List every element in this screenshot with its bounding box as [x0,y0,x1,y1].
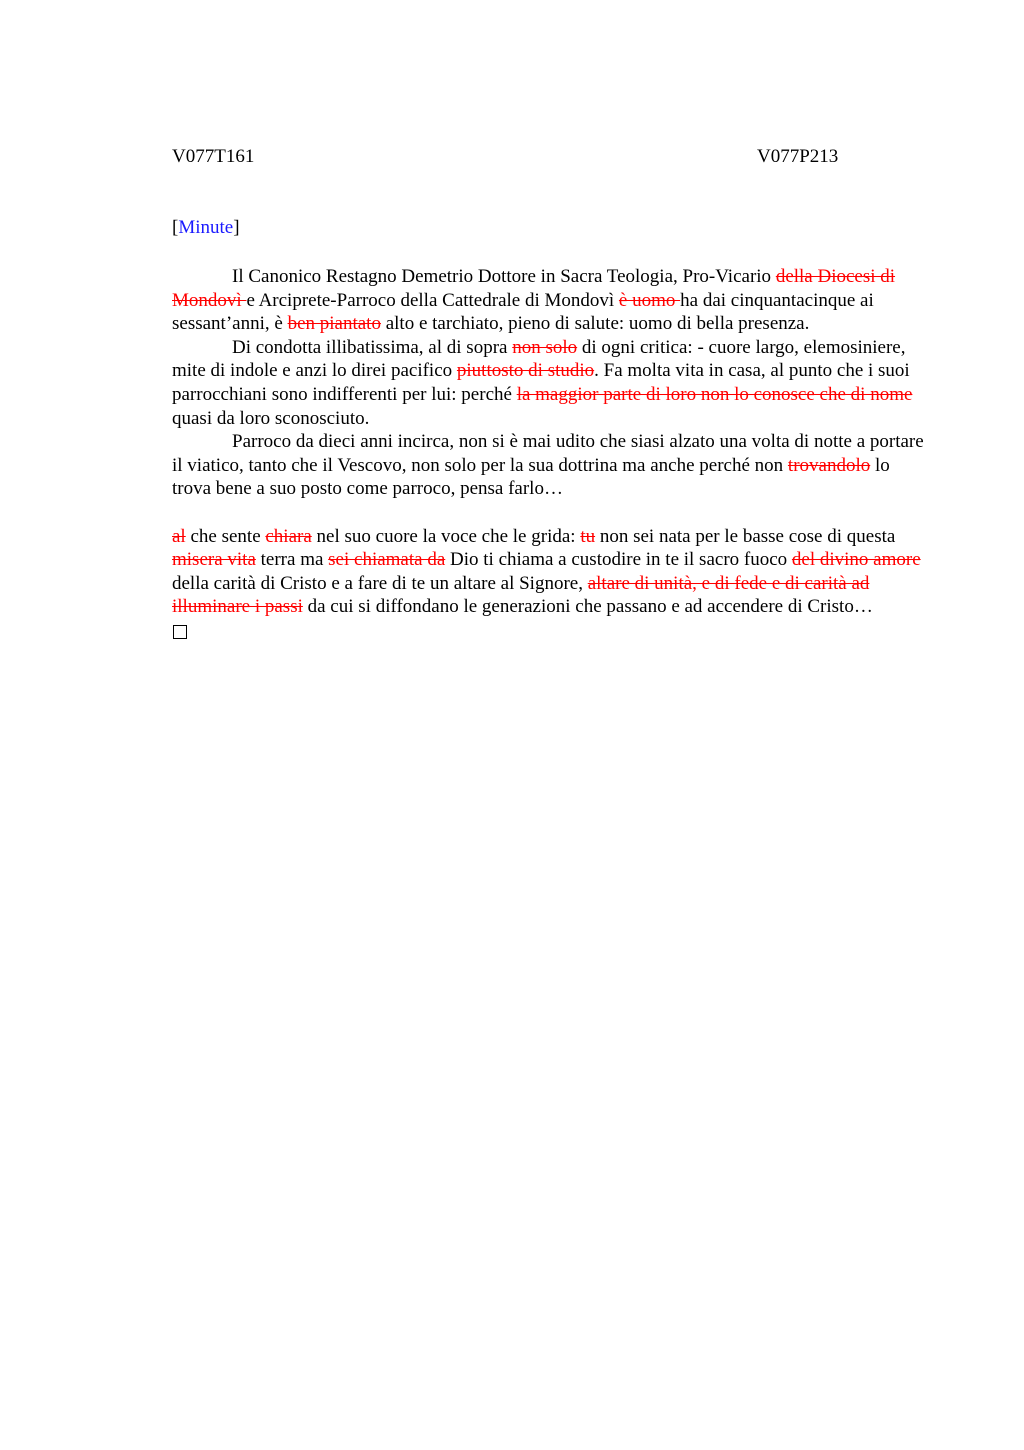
end-mark-line [172,619,924,643]
text-segment: non sei nata per le basse cose di questa [595,525,896,547]
deleted-text: è uomo [618,289,681,311]
deleted-text: del divino amore [791,549,921,571]
text-segment: Di condotta illibatissima, al di sopra [232,336,513,358]
text-segment: . Fa molta vita in casa, al punto che i suoi parrocchiani sono indifferenti per lui: perché [172,360,910,405]
text-segment: alto e tarchiato, pieno di salute: uomo di bella presenza. [380,313,810,335]
text-segment: Il Canonico Restagno Demetrio Dottore in Sacra Teologia, Pro-Vicario [232,266,776,287]
document-code-right: V077P213 [757,146,839,167]
deleted-text: sei chiamata da [328,549,446,571]
deleted-text: al [172,525,186,547]
minute-open-bracket: [ [172,217,179,238]
deleted-text: della Diocesi di Mondovì [172,266,896,311]
paragraph [172,265,924,336]
deleted-text: chiara [265,525,312,547]
minute-link[interactable]: Minute [178,217,234,238]
document-body [172,265,924,643]
deleted-text: la maggior parte di loro non lo conosce che di nome [516,383,913,405]
text-segment: nel suo cuore la voce che le grida: [311,525,581,547]
text-segment: della carità di Cristo e a fare di te un altare al Signore, [172,572,588,594]
paragraph [172,430,924,501]
text-segment: da cui si diffondano le generazioni che passano e ad accendere di Cristo… [302,596,873,618]
minute-close-bracket: ] [233,217,240,238]
deleted-text: ben piantato [287,313,381,335]
deleted-text: misera vita [172,549,256,571]
text-segment: quasi da loro sconosciuto. [172,407,370,429]
text-segment: e Arciprete-Parroco della Cattedrale di Mondovì [246,289,619,311]
deleted-text: tu [580,525,596,547]
deleted-text: non solo [512,336,578,358]
deleted-text: piuttosto di studio [456,360,595,382]
text-segment: ha dai cinquantacinque ai sessant’anni, è [172,289,874,335]
minute-label [172,217,240,239]
text-segment: terra ma [255,549,329,571]
text-segment: di ogni critica: - cuore largo, elemosiniere, mite di indole e anzi lo direi pacifico [172,336,906,382]
deleted-text: trovandolo [787,454,871,476]
document-code-left: V077T161 [172,146,255,167]
text-segment: che sente [185,525,266,547]
text-segment: Dio ti chiama a custodire in te il sacro fuoco [445,549,792,571]
paragraph-gap [172,501,924,525]
paragraph [172,336,924,430]
text-segment: lo trova bene a suo posto come parroco, pensa farlo… [172,454,890,500]
text-segment: Parroco da dieci anni incirca, non si è mai udito che siasi alzato una volta di notte a portare il viatico, tanto che il Vescovo, non solo per la sua dottrina ma anche perché non [172,431,924,476]
page-header [172,146,844,170]
paragraph [172,525,924,619]
end-square-icon [173,625,187,639]
deleted-text: altare di unità, e di fede e di carità ad illuminare i passi [172,572,870,618]
